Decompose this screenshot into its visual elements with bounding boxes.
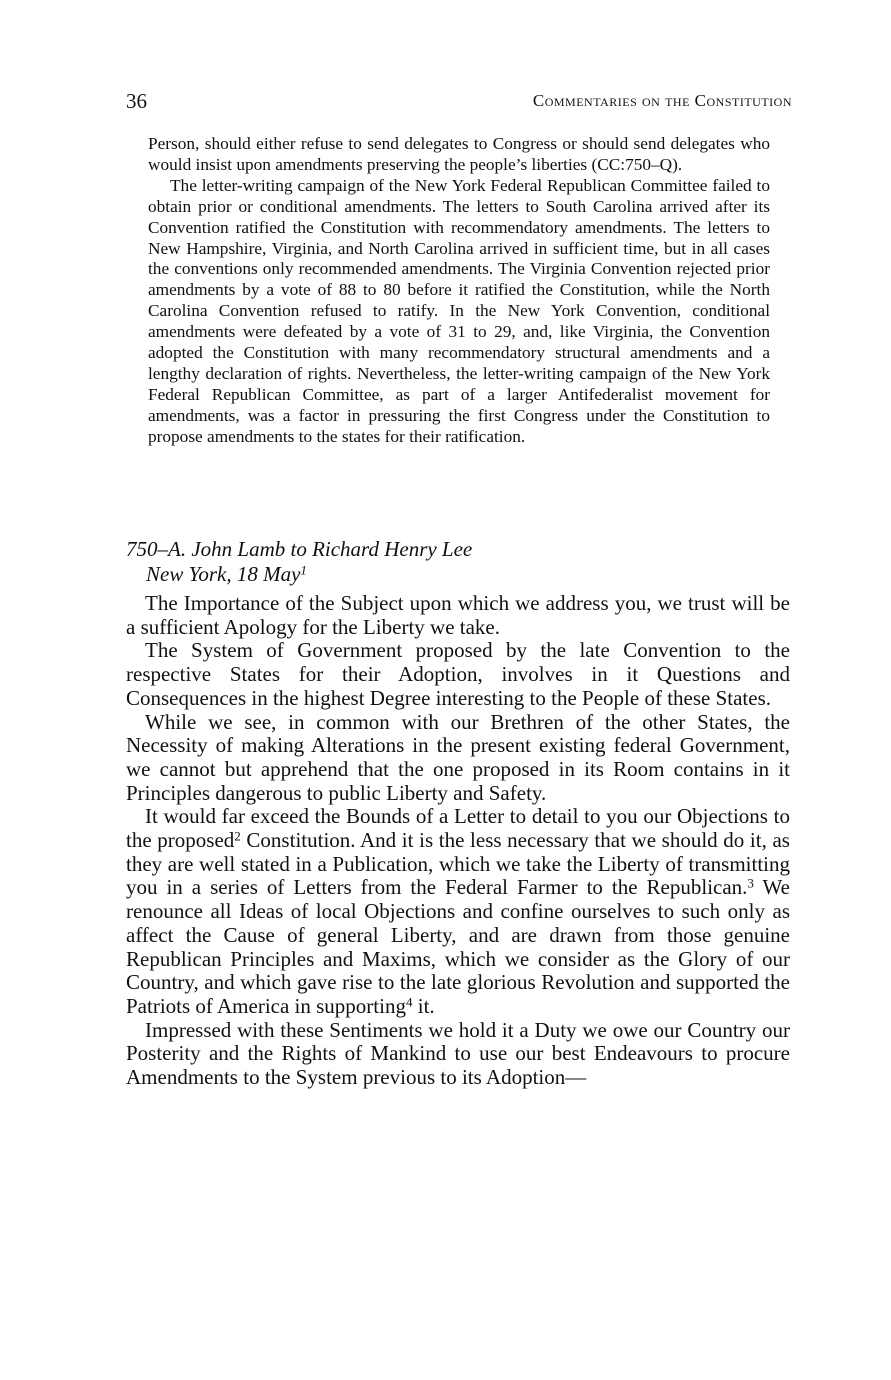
letter-paragraph: Impressed with these Sentiments we hold it a Duty we owe our Country our Posterity and the Rights of Mankind to use our best Endeavours to procure Amendments to the System previous to its Adoption— <box>126 1017 790 1090</box>
intro-paragraph: Person, should either refuse to send delegates to Congress or should send delegates who would insist upon amendments preserving the people’s liberties (CC:750–Q). <box>148 134 770 174</box>
paragraph-text: We renounce all Ideas of local Objections and confine ourselves to such only as affect the Cause of general Liberty, and are drawn from those genuine Republican Principles and Maxims, which we consider as the Glory of our Country, and which gave rise to the late glorious Revolution and supported the Patriots of America in supporting <box>126 875 790 1018</box>
footnote-marker: 1 <box>300 562 307 578</box>
letter-paragraph <box>126 805 790 1018</box>
intro-paragraph: The letter-writing campaign of the New York Federal Republican Committee failed to obtain prior or conditional amendments. The letters to South Carolina arrived after its Convention ratified the Constitution with recommendatory amendments. The letters to New Hampshire, Virginia, and North Carolina arrived in sufficient time, but in all cases the conventions only recommended amendments. The Virginia Convention rejected prior amendments by a vote of 88 to 80 before it ratified the Constitution, while the North Carolina Convention refused to ratify. In the New York Convention, conditional amendments were defeated by a vote of 31 to 29, and, like Virginia, the Convention adopted the Constitution with many recommendatory structural amendments and a lengthy declaration of rights. Nevertheless, the letter-writing campaign of the New York Federal Republican Committee, as part of a larger Antifederalist movement for amendments, was a factor in pressuring the first Congress under the Constitution to propose amendments to the states for their ratification. <box>148 175 770 446</box>
paragraph-text: it. <box>412 993 435 1018</box>
footnote-marker: 3 <box>747 875 754 891</box>
letter-paragraph: The System of Government proposed by the late Convention to the respective States for their Adoption, involves in it Questions and Consequences in the highest Degree interesting to the People of these States. <box>126 638 790 710</box>
dateline-text: New York, 18 May <box>146 562 301 586</box>
letter-body <box>126 592 790 1090</box>
page-header <box>126 86 792 116</box>
document-title: 750–A. John Lamb to Richard Henry Lee <box>126 537 473 561</box>
footnote-marker: 4 <box>405 994 413 1010</box>
editorial-note <box>148 134 770 448</box>
letter-paragraph: The Importance of the Subject upon which we address you, we trust will be a sufficient Apology for the Liberty we take. <box>126 591 790 639</box>
paragraph-text: Constitution. And it is the less necessary that we should do it, as they are well stated in a Publication, which we take the Liberty of transmitting you in a series of Letters from the Federal Farmer to the Republican. <box>126 828 790 900</box>
document-heading <box>126 537 792 587</box>
document-dateline <box>126 562 792 587</box>
page-number: 36 <box>126 89 147 113</box>
paragraph-text: It would far exceed the Bounds of a Letter to detail to you our Objections to the proposed <box>126 804 790 853</box>
footnote-marker: 2 <box>234 828 241 844</box>
running-head: Commentaries on the Constitution <box>532 91 792 110</box>
letter-paragraph: While we see, in common with our Brethren of the other States, the Necessity of making Alterations in the present existing federal Government, we cannot but apprehend that the one proposed in its Room contains in it Principles dangerous to public Liberty and Safety. <box>126 709 790 805</box>
